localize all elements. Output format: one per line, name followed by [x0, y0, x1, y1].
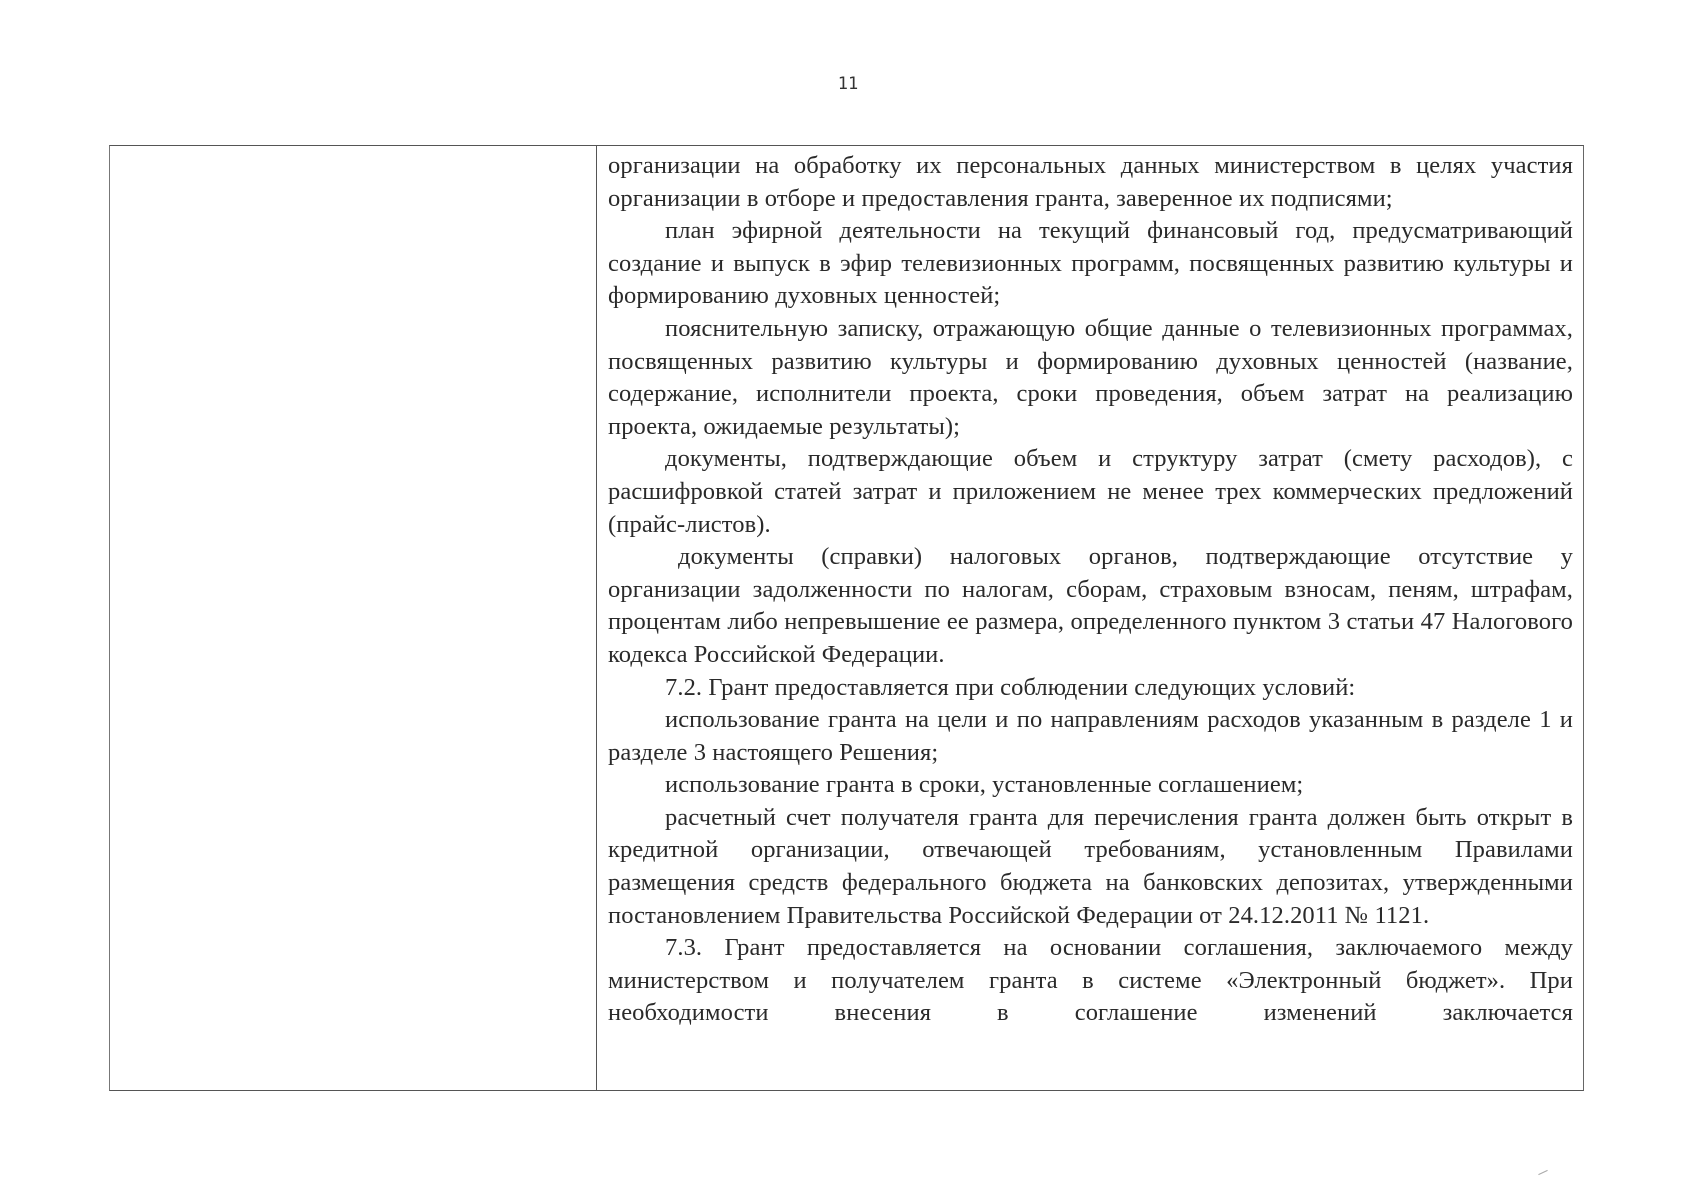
paragraph-broadcast-plan: план эфирной деятельности на текущий финансовый год, предусматривающий создание и выпуск в эфир телевизионных программ, посвященных развитию культуры и формированию духовных ценностей;: [608, 217, 1573, 310]
paragraph-bank-account: расчетный счет получателя гранта для перечисления гранта должен быть открыт в кредитной организации, отвечающей требованиям, установленным Правилами размещения средств федерального бюджета на банковских депозитах, утвержденными постановлением Правительства Российской Федерации от 24.12.2011 № 1121.: [608, 803, 1573, 929]
paragraph-section-7-2: 7.2. Грант предоставляется при соблюдении следующих условий:: [665, 673, 1356, 701]
paragraph-explanatory-note: пояснительную записку, отражающую общие данные о телевизионных программах, посвященных развитию культуры и формированию духовных ценностей (название, содержание, исполнители проекта, сроки проведения, объем затрат на реализацию проекта, ожидаемые результаты);: [608, 314, 1573, 440]
paragraph-grant-purpose: использование гранта на цели и по направлениям расходов указанным в разделе 1 и разделе 3 настоящего Решения;: [608, 706, 1573, 766]
paragraph-consent-continuation: организации на обработку их персональных данных министерством в целях участия организации в отборе и предоставления гранта, заверенное их подписями;: [608, 152, 1573, 212]
table-right-cell: [597, 146, 1583, 1090]
paragraph-tax-certificates: документы (справки) налоговых органов, подтверждающие отсутствие у организации задолженности по налогам, сборам, страховым взносам, пеням, штрафам, процентам либо непревышение ее размера, определенного пунктом 3 статьи 47 Налогового кодекса Российской Федерации.: [608, 543, 1573, 668]
table-left-cell: [110, 146, 597, 1090]
paragraph-grant-terms: использование гранта в сроки, установленные соглашением;: [665, 771, 1304, 799]
page-number: 11: [837, 74, 859, 94]
paragraph-section-7-3: 7.3. Грант предоставляется на основании соглашения, заключаемого между министерством и получателем гранта в системе «Электронный бюджет». При необходимости внесения в соглашение изменений заключается: [608, 934, 1573, 1027]
scan-artifact: [1538, 1170, 1547, 1175]
paragraph-cost-documents: документы, подтверждающие объем и структуру затрат (смету расходов), с расшифровкой статей затрат и приложением не менее трех коммерческих предложений (прайс-листов).: [608, 445, 1573, 538]
document-table: [109, 145, 1584, 1091]
